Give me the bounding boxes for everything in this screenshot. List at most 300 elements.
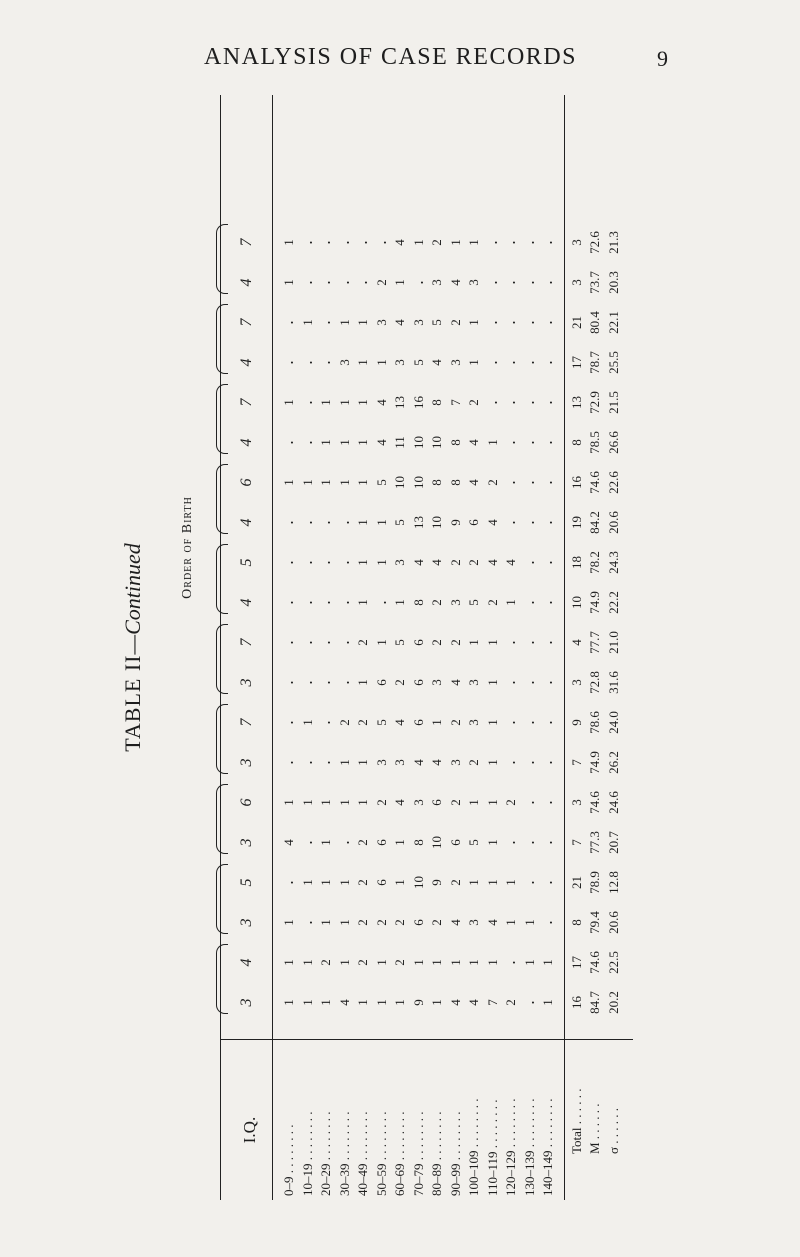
table-cell: 1 [373, 559, 389, 566]
summary-cell: 16 [568, 996, 584, 1009]
table-cell: . [281, 640, 296, 645]
table-cell: . [281, 760, 296, 765]
table-cell: . [521, 560, 537, 565]
table-cell: 6 [410, 679, 426, 686]
table-cell: 1 [429, 959, 444, 966]
table-cell: 1 [392, 279, 407, 286]
table-cell: 2 [503, 799, 518, 806]
summary-cell: 17 [568, 356, 584, 369]
table-cell: . [299, 440, 315, 445]
table-cell: 2 [373, 919, 389, 926]
table-cell: 1 [373, 999, 389, 1006]
table-cell: . [521, 800, 537, 805]
summary-cell: 4 [568, 639, 584, 646]
table-cell: 8 [429, 479, 444, 486]
table-cell: 3 [336, 359, 352, 366]
table-cell: 1 [484, 639, 500, 646]
table-cell: 1 [355, 359, 370, 366]
order-of-birth-header: Order of Birth [180, 496, 195, 599]
summary-cell: 20.6 [605, 911, 621, 934]
summary-cell: 21.5 [605, 391, 621, 414]
table-cell: . [540, 920, 555, 925]
header-bottom-rule [272, 95, 273, 1200]
column-header: 4 [238, 518, 255, 527]
table-cell: . [503, 320, 518, 325]
summary-cell: 72.8 [587, 671, 602, 694]
iq-row-label: 20–29 . . . . . . . . [318, 1111, 333, 1196]
table-cell: . [503, 520, 518, 525]
table-cell: 2 [503, 999, 518, 1006]
table-cell: . [503, 680, 518, 685]
table-cell: . [484, 360, 500, 365]
table-cell: 5 [466, 839, 481, 846]
table-cell: 4 [429, 759, 444, 766]
summary-cell: 74.9 [587, 751, 602, 774]
table-cell: . [318, 600, 333, 605]
table-cell: 2 [429, 599, 444, 606]
table-cell: 1 [318, 399, 333, 406]
table-cell: 1 [281, 999, 296, 1006]
table-cell: 2 [392, 919, 407, 926]
table-cell: . [299, 680, 315, 685]
iq-row-label: 120–129 . . . . . . . . [503, 1098, 518, 1196]
table-cell: . [503, 960, 518, 965]
summary-cell: 78.7 [587, 351, 602, 374]
summary-cell: 78.9 [587, 871, 602, 894]
column-header: 7 [238, 238, 255, 247]
table-title-suffix: —Continued [120, 543, 145, 655]
table-cell: 2 [355, 959, 370, 966]
table-cell: 5 [373, 479, 389, 486]
group-brace [216, 544, 228, 614]
table-cell: . [503, 480, 518, 485]
table-cell: . [299, 600, 315, 605]
table-cell: . [281, 520, 296, 525]
table-cell: 13 [392, 396, 407, 409]
summary-cell: 74.9 [587, 591, 602, 614]
table-cell: . [521, 720, 537, 725]
table-cell: 1 [318, 879, 333, 886]
group-brace [216, 944, 228, 1014]
running-title: ANALYSIS OF CASE RECORDS [204, 44, 577, 70]
table-cell: 1 [336, 919, 352, 926]
table-cell: . [503, 360, 518, 365]
table-cell: . [484, 240, 500, 245]
table-cell: 10 [429, 516, 444, 529]
summary-row-label: σ . . . . . . [605, 1107, 621, 1154]
table-cell: 5 [466, 599, 481, 606]
table-cell: . [318, 360, 333, 365]
table-cell: 1 [318, 999, 333, 1006]
table-cell: 4 [392, 719, 407, 726]
table-cell: 5 [392, 519, 407, 526]
table-cell: . [521, 880, 537, 885]
table-cell: 2 [484, 479, 500, 486]
summary-cell: 8 [568, 439, 584, 446]
summary-cell: 3 [568, 279, 584, 286]
column-header: 4 [238, 278, 255, 287]
column-header: 4 [238, 438, 255, 447]
table-cell: . [318, 240, 333, 245]
table-cell: 1 [299, 959, 315, 966]
table-cell: 2 [355, 879, 370, 886]
table-cell: . [503, 720, 518, 725]
table-cell: . [521, 280, 537, 285]
summary-cell: 21 [568, 316, 584, 329]
summary-cell: 7 [568, 759, 584, 766]
table-cell: 1 [484, 959, 500, 966]
table-cell: 1 [392, 839, 407, 846]
table-cell: . [503, 400, 518, 405]
table-cell: 6 [429, 799, 444, 806]
table-cell: 3 [392, 559, 407, 566]
column-header: 5 [238, 878, 255, 887]
table-cell: 1 [484, 719, 500, 726]
table-cell: 4 [336, 999, 352, 1006]
table-cell: 1 [281, 479, 296, 486]
table-cell: . [540, 400, 555, 405]
table-cell: 3 [466, 919, 481, 926]
table-cell: . [503, 440, 518, 445]
table-cell: 1 [318, 479, 333, 486]
table-cell: 1 [484, 679, 500, 686]
table-cell: . [540, 880, 555, 885]
summary-cell: 12.8 [605, 871, 621, 894]
table-cell: 1 [466, 879, 481, 886]
table-cell: 2 [336, 719, 352, 726]
summary-cell: 21 [568, 876, 584, 889]
table-cell: 1 [373, 959, 389, 966]
table-cell: 11 [392, 436, 407, 449]
table-cell: 4 [410, 759, 426, 766]
iq-row-label: 0–9 . . . . . . . . [281, 1124, 296, 1196]
table-cell: 4 [392, 799, 407, 806]
table-cell: . [540, 480, 555, 485]
table-cell: 1 [484, 439, 500, 446]
table-cell: . [281, 600, 296, 605]
table-cell: 2 [355, 919, 370, 926]
table-cell: 10 [410, 436, 426, 449]
table-cell: 3 [466, 719, 481, 726]
table-cell: . [299, 920, 315, 925]
table-cell: 6 [410, 919, 426, 926]
group-brace [216, 304, 228, 374]
table-cell: 10 [392, 476, 407, 489]
column-header: 4 [238, 958, 255, 967]
table-cell: 2 [373, 279, 389, 286]
table-caption [120, 95, 146, 1200]
table-cell: 1 [281, 279, 296, 286]
column-header: 3 [238, 678, 255, 687]
table-cell: 3 [392, 359, 407, 366]
summary-cell: 24.3 [605, 551, 621, 574]
table-cell: 4 [503, 559, 518, 566]
column-header: 4 [238, 598, 255, 607]
table-cell: 4 [447, 919, 463, 926]
table-cell: 7 [447, 399, 463, 406]
group-brace [216, 624, 228, 694]
table-cell: . [318, 560, 333, 565]
table-cell: 1 [521, 919, 537, 926]
table-cell: . [503, 640, 518, 645]
table-cell: . [373, 600, 389, 605]
table-cell: 1 [521, 959, 537, 966]
table-cell: 6 [466, 519, 481, 526]
table-cell: . [336, 240, 352, 245]
table-cell: 1 [299, 999, 315, 1006]
running-header [0, 44, 800, 84]
table-cell: 4 [392, 239, 407, 246]
summary-cell: 78.2 [587, 551, 602, 574]
column-header: 7 [238, 398, 255, 407]
summary-cell: 8 [568, 919, 584, 926]
iq-row-label: 40–49 . . . . . . . . [355, 1111, 370, 1196]
table-cell: . [318, 320, 333, 325]
table-cell: 3 [392, 759, 407, 766]
table-cell: 2 [355, 839, 370, 846]
table-cell: . [299, 560, 315, 565]
table-cell: 6 [373, 879, 389, 886]
table-cell: 1 [447, 959, 463, 966]
summary-cell: 3 [568, 679, 584, 686]
table-cell: 10 [410, 476, 426, 489]
column-header: 6 [238, 798, 255, 807]
table-cell: 2 [447, 319, 463, 326]
table-cell: 1 [299, 799, 315, 806]
table-cell: 1 [355, 759, 370, 766]
table-cell: 1 [373, 359, 389, 366]
table-cell: 1 [466, 319, 481, 326]
table-cell: 1 [355, 319, 370, 326]
table-cell: 1 [281, 799, 296, 806]
table-cell: 1 [484, 839, 500, 846]
table-cell: 3 [466, 679, 481, 686]
table-cell: 1 [355, 999, 370, 1006]
table-cell: 4 [466, 479, 481, 486]
table-cell: 1 [392, 599, 407, 606]
table-cell: . [540, 760, 555, 765]
table-cell: . [281, 560, 296, 565]
table-cell: 9 [429, 879, 444, 886]
table-cell: . [540, 280, 555, 285]
table-cell: 2 [429, 919, 444, 926]
table-cell: 1 [447, 239, 463, 246]
summary-cell: 77.3 [587, 831, 602, 854]
table-cell: . [540, 520, 555, 525]
table-cell: 3 [429, 279, 444, 286]
column-header: 7 [238, 638, 255, 647]
table-cell: 1 [299, 719, 315, 726]
iq-row-label: 130–139 . . . . . . . . [521, 1098, 537, 1196]
table-cell: 4 [373, 439, 389, 446]
table-cell: . [299, 840, 315, 845]
summary-cell: 22.6 [605, 471, 621, 494]
table-cell: 1 [540, 999, 555, 1006]
summary-cell: 84.7 [587, 991, 602, 1014]
table-cell: . [299, 280, 315, 285]
table-cell: 1 [355, 399, 370, 406]
table-cell: 2 [392, 959, 407, 966]
table-cell: 4 [484, 519, 500, 526]
summary-cell: 20.2 [605, 991, 621, 1014]
table-cell: . [521, 760, 537, 765]
table-cell: 1 [336, 759, 352, 766]
summary-cell: 74.6 [587, 791, 602, 814]
table-cell: . [521, 400, 537, 405]
table-cell: 1 [355, 599, 370, 606]
rotated-table [120, 95, 621, 1200]
table-cell: 1 [540, 959, 555, 966]
table-cell: 7 [484, 999, 500, 1006]
table-cell: . [540, 840, 555, 845]
table-cell: 1 [392, 999, 407, 1006]
table-cell: 4 [484, 919, 500, 926]
table-cell: 3 [373, 319, 389, 326]
table-cell: 1 [466, 799, 481, 806]
group-brace [216, 864, 228, 934]
table-cell: 2 [429, 239, 444, 246]
table-cell: . [521, 440, 537, 445]
table-cell: 4 [429, 359, 444, 366]
table-cell: . [336, 560, 352, 565]
table-cell: 2 [392, 679, 407, 686]
group-brace [216, 464, 228, 534]
table-cell: 6 [410, 639, 426, 646]
table-cell: 1 [429, 719, 444, 726]
table-cell: 3 [410, 799, 426, 806]
table-cell: 8 [447, 479, 463, 486]
table-cell: . [299, 360, 315, 365]
table-cell: 1 [355, 519, 370, 526]
summary-cell: 77.7 [587, 631, 602, 654]
summary-row-label: M . . . . . . [587, 1103, 602, 1154]
table-cell: 6 [410, 719, 426, 726]
table-cell: 3 [447, 359, 463, 366]
table-cell: 10 [429, 436, 444, 449]
table-cell: 5 [392, 639, 407, 646]
page-number: 9 [657, 46, 668, 71]
summary-cell: 10 [568, 596, 584, 609]
table-cell: 1 [336, 319, 352, 326]
table-cell: . [410, 280, 426, 285]
table-cell: . [281, 880, 296, 885]
summary-cell: 19 [568, 516, 584, 529]
table-cell: 1 [373, 639, 389, 646]
table-cell: 1 [336, 959, 352, 966]
table-cell: . [521, 520, 537, 525]
table-cell: . [281, 720, 296, 725]
column-header: 3 [238, 918, 255, 927]
summary-cell: 22.2 [605, 591, 621, 614]
table-cell: 2 [466, 559, 481, 566]
table-cell: 6 [373, 839, 389, 846]
iq-column-header: I.Q. [240, 1116, 259, 1144]
summary-cell: 13 [568, 396, 584, 409]
group-brace [216, 784, 228, 854]
table-cell: 13 [410, 516, 426, 529]
group-brace [216, 224, 228, 294]
table-cell: . [299, 240, 315, 245]
table-cell: . [373, 240, 389, 245]
table-cell: . [540, 720, 555, 725]
table-cell: 2 [447, 559, 463, 566]
table-title: TABLE II [120, 654, 145, 752]
table-cell: 4 [447, 999, 463, 1006]
table-cell: 1 [299, 319, 315, 326]
table-cell: 1 [299, 479, 315, 486]
table-cell: 1 [336, 439, 352, 446]
table-cell: 3 [447, 599, 463, 606]
table-cell: . [503, 280, 518, 285]
summary-cell: 73.7 [587, 271, 602, 294]
table-cell: 1 [429, 999, 444, 1006]
table-cell: 4 [373, 399, 389, 406]
table-cell: 4 [281, 839, 296, 846]
summary-cell: 24.6 [605, 791, 621, 814]
table-cell: 1 [281, 399, 296, 406]
table-cell: 1 [410, 239, 426, 246]
table-cell: 1 [299, 879, 315, 886]
iq-row-label: 60–69 . . . . . . . . [392, 1111, 407, 1196]
table-cell: 8 [410, 599, 426, 606]
table-cell: 1 [318, 439, 333, 446]
summary-cell: 72.9 [587, 391, 602, 414]
table-cell: . [318, 640, 333, 645]
summary-cell: 7 [568, 839, 584, 846]
table-cell: . [355, 280, 370, 285]
table-cell: 1 [466, 959, 481, 966]
table-cell: 1 [318, 919, 333, 926]
table-cell: . [540, 440, 555, 445]
table-cell: . [521, 360, 537, 365]
table-cell: . [281, 680, 296, 685]
summary-cell: 22.5 [605, 951, 621, 974]
column-header: 6 [238, 478, 255, 487]
table-cell: 4 [392, 319, 407, 326]
table-cell: . [484, 280, 500, 285]
table-cell: 1 [355, 679, 370, 686]
table-cell: 4 [484, 559, 500, 566]
table-cell: 1 [355, 479, 370, 486]
table-cell: . [484, 400, 500, 405]
table-cell: 1 [373, 519, 389, 526]
iq-row-label: 80–89 . . . . . . . . [429, 1111, 444, 1196]
table-cell: . [299, 760, 315, 765]
table-cell: 2 [484, 599, 500, 606]
table-cell: 4 [466, 999, 481, 1006]
table-cell: 2 [447, 639, 463, 646]
table-cell: 1 [336, 799, 352, 806]
table-cell: 1 [318, 839, 333, 846]
table-cell: 1 [318, 799, 333, 806]
column-header: 7 [238, 318, 255, 327]
table-cell: . [503, 760, 518, 765]
table-cell: . [318, 720, 333, 725]
summary-cell: 25.5 [605, 351, 621, 374]
table-cell: . [503, 840, 518, 845]
table-cell: 6 [373, 679, 389, 686]
table-cell: . [521, 480, 537, 485]
table-cell: 4 [410, 559, 426, 566]
group-brace [216, 384, 228, 454]
table-cell: 10 [429, 836, 444, 849]
table-cell: 1 [410, 959, 426, 966]
table-cell: 1 [466, 359, 481, 366]
table-cell: 3 [429, 679, 444, 686]
table-cell: 4 [429, 559, 444, 566]
table-cell: 1 [392, 879, 407, 886]
summary-cell: 78.6 [587, 711, 602, 734]
